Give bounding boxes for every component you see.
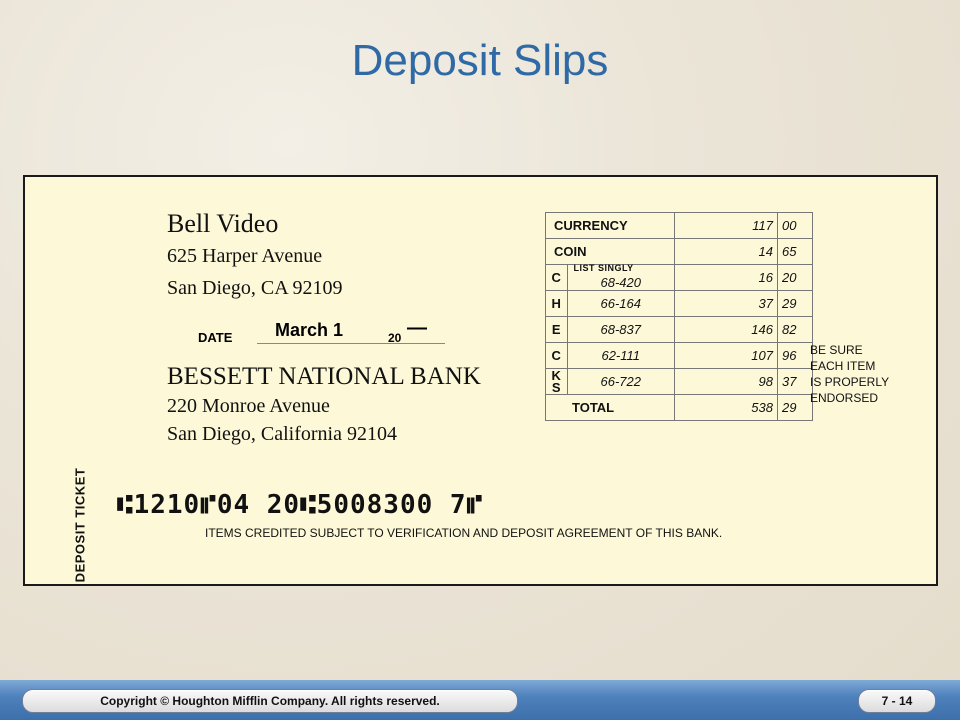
note-line: IS PROPERLY	[810, 375, 890, 389]
check-row	[546, 317, 813, 343]
note-line: ENDORSED	[810, 391, 879, 405]
date-label: DATE	[198, 330, 233, 345]
checks-letter: S	[551, 379, 561, 395]
check-row	[546, 265, 813, 291]
copyright-label: Copyright © Houghton Mifflin Company. All rights reserved.	[22, 689, 518, 713]
coin-label: COIN	[546, 239, 675, 265]
check-number: 68-837	[567, 317, 675, 343]
deposit-ticket-label: DEPOSIT TICKET	[72, 467, 88, 583]
check-number: 66-164	[567, 291, 675, 317]
currency-dollars: 117	[675, 213, 778, 239]
deposit-table	[545, 212, 813, 421]
check-dollars: 16	[675, 265, 778, 291]
list-singly-label: LIST SINGLY	[573, 263, 634, 273]
check-number	[567, 265, 675, 291]
depositor-name: Bell Video	[167, 209, 279, 238]
check-row	[546, 369, 813, 395]
date-line	[257, 343, 445, 344]
depositor-address-line2: San Diego, CA 92109	[167, 277, 343, 299]
check-dollars: 107	[675, 343, 778, 369]
verification-note: ITEMS CREDITED SUBJECT TO VERIFICATION AND DEPOSIT AGREEMENT OF THIS BANK.	[205, 526, 723, 540]
coin-dollars: 14	[675, 239, 778, 265]
check-cents: 82	[778, 317, 813, 343]
depositor-address-line1: 625 Harper Avenue	[167, 245, 323, 267]
currency-cents: 00	[778, 213, 813, 239]
check-dollars: 98	[675, 369, 778, 395]
currency-label: CURRENCY	[546, 213, 675, 239]
endorsement-note	[810, 342, 889, 406]
check-number: 62-111	[567, 343, 675, 369]
check-cents: 37	[778, 369, 813, 395]
check-dollars: 37	[675, 291, 778, 317]
total-dollars: 538	[675, 395, 778, 421]
deposit-slip	[23, 175, 938, 586]
check-cents: 29	[778, 291, 813, 317]
check-cents: 20	[778, 265, 813, 291]
checks-letter: K	[551, 367, 561, 383]
check-number: 66-722	[567, 369, 675, 395]
note-line: EACH ITEM	[810, 359, 876, 373]
coin-cents: 65	[778, 239, 813, 265]
bank-name: BESSETT NATIONAL BANK	[167, 363, 481, 390]
check-row	[546, 343, 813, 369]
check-dollars: 146	[675, 317, 778, 343]
date-year-suffix: —	[407, 317, 427, 339]
check-row	[546, 291, 813, 317]
currency-row	[546, 213, 813, 239]
coin-row	[546, 239, 813, 265]
bank-address-line1: 220 Monroe Avenue	[167, 395, 330, 417]
date-value: March 1	[275, 320, 344, 340]
date-year-prefix: 20	[388, 331, 402, 345]
checks-letter: C	[546, 265, 568, 291]
total-label: TOTAL	[546, 395, 675, 421]
total-row	[546, 395, 813, 421]
total-cents: 29	[778, 395, 813, 421]
checks-letter	[546, 369, 568, 395]
checks-letter: H	[546, 291, 568, 317]
bank-address-line2: San Diego, California 92104	[167, 423, 397, 445]
checks-letter: E	[546, 317, 568, 343]
checks-letter: C	[546, 343, 568, 369]
micr-line: ⑆1210⑈04 20⑆5008300 7⑈	[117, 490, 484, 520]
check-number-text: 68-420	[600, 275, 641, 290]
slide-title: Deposit Slips	[351, 36, 609, 85]
note-line: BE SURE	[810, 343, 863, 357]
page-number: 7 - 14	[858, 689, 936, 713]
check-cents: 96	[778, 343, 813, 369]
